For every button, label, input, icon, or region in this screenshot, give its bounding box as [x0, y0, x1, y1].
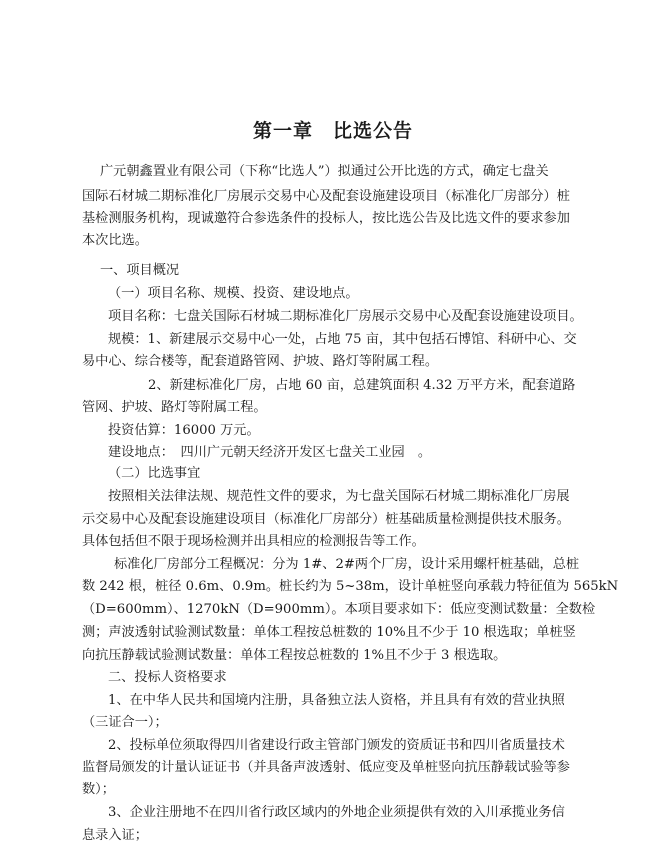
overview-line: （D=600mm）、1270kN（D=900mm）。本项目要求如下：低应变测试数量：全数检 [82, 602, 596, 618]
requirement-line: 2、投标单位须取得四川省建设行政主管部门颁发的资质证书和四川省质量技术 [108, 737, 565, 753]
subsection-heading-matters: （二）比选事宜 [108, 466, 201, 482]
scale-line: 易中心、综合楼等，配套道路管网、护坡、路灯等附属工程。 [82, 354, 439, 370]
overview-line: 标准化厂房部分工程概况：分为 1#、2#两个厂房，设计采用螺杆桩基础，总桩 [114, 556, 580, 572]
overview-line: 数 242 根，桩径 0.6m、0.9m。桩长约为 5~38m，设计单桩竖向承载力特征值为 565kN [82, 579, 619, 595]
section-heading-project-overview: 一、项目概况 [100, 263, 180, 279]
matters-line: 按照相关法律法规、规范性文件的要求，为七盘关国际石材城二期标准化厂房展 [108, 489, 570, 505]
intro-line: 基检测服务机构，现诚邀符合参选条件的投标人，按比选公告及比选文件的要求参加 [82, 211, 570, 227]
scale-line: 2、新建标准化厂房，占地 60 亩，总建筑面积 4.32 万平方米，配套道路 [148, 378, 576, 393]
subsection-heading-name-scale: （一）项目名称、规模、投资、建设地点。 [108, 286, 359, 302]
matters-line: 示交易中心及配套设施建设项目（标准化厂房部分）桩基础质量检测提供技术服务。 [82, 511, 570, 527]
scale-line: 规模：1、新建展示交易中心一处，占地 75 亩，其中包括石博馆、科研中心、交 [108, 331, 577, 347]
intro-line: 本次比选。 [82, 233, 148, 249]
requirement-line: （三证合一）； [82, 715, 168, 731]
requirement-line: 监督局颁发的计量认证证书（并具备声波透射、低应变及单桩竖向抗压静载试验等参 [82, 759, 570, 775]
requirement-line: 1、在中华人民共和国境内注册，具备独立法人资格，并且具有有效的营业执照 [108, 693, 565, 709]
matters-line: 具体包括但不限于现场检测并出具相应的检测报告等工作。 [82, 533, 425, 549]
intro-line: 国际石材城二期标准化厂房展示交易中心及配套设施建设项目（标准化厂房部分）桩 [82, 188, 570, 204]
overview-line: 向抗压静载试验测试数量：单体工程按总桩数的 1%且不少于 3 根选取。 [82, 647, 507, 663]
overview-line: 测；声波透射试验测试数量：单体工程按总桩数的 10%且不少于 10 根选取；单桩竖 [82, 624, 576, 640]
scale-line: 管网、护坡、路灯等附属工程。 [82, 399, 267, 415]
requirement-line: 数）； [82, 781, 115, 797]
investment-line: 投资估算：16000 万元。 [108, 422, 260, 438]
requirement-line: 息录入证； [82, 828, 148, 843]
project-name-line: 项目名称：七盘关国际石材城二期标准化厂房展示交易中心及配套设施建设项目。 [108, 308, 583, 324]
intro-line: 广元朝鑫置业有限公司（下称“比选人”）拟通过公开比选的方式，确定七盘关 [100, 164, 549, 179]
page-title: 第一章 比选公告 [252, 120, 413, 142]
location-line: 建设地点： 四川广元朝天经济开发区七盘关工业园 。 [108, 444, 432, 460]
section-heading-bidder-qualification: 二、投标人资格要求 [108, 670, 227, 686]
requirement-line: 3、企业注册地不在四川省行政区域内的外地企业须提供有效的入川承揽业务信 [108, 805, 565, 821]
